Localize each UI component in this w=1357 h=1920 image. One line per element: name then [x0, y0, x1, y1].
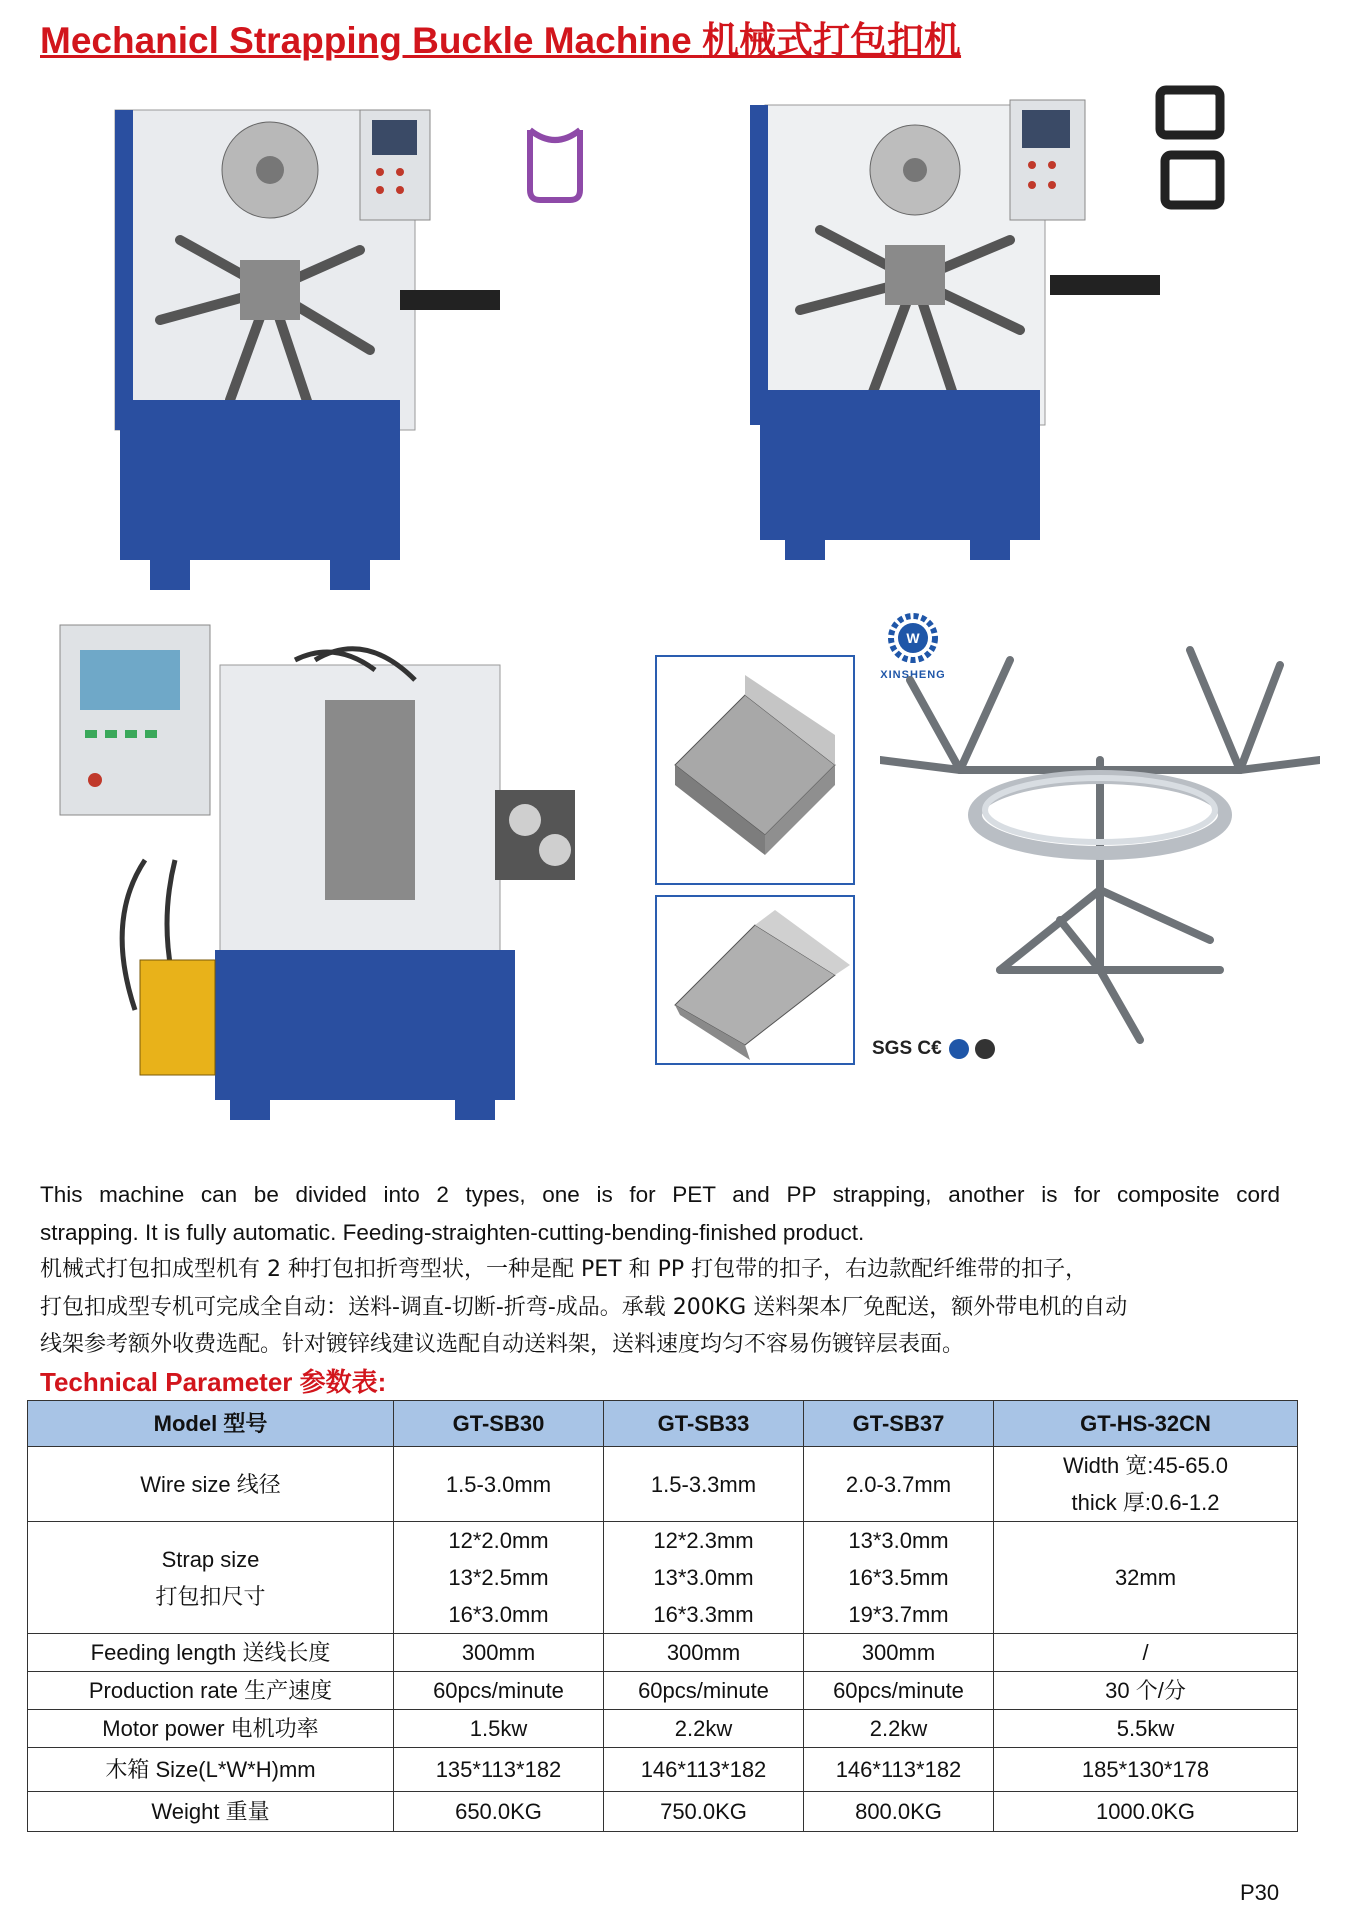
table-cell-text: Width 宽:45-65.0: [1062, 1453, 1229, 1478]
table-header-cell: Model 型号: [28, 1401, 394, 1447]
table-cell-text: 12*2.0mm: [448, 1528, 549, 1553]
description-en-line-1: This machine can be divided into 2 types, one is for PET and PP strapping, another is for composite cord: [40, 1182, 1280, 1207]
table-cell: [394, 1447, 604, 1522]
page-number: P30: [1240, 1880, 1280, 1905]
table-cell-text: 13*3.0mm: [653, 1565, 754, 1590]
table-cell: [994, 1634, 1298, 1672]
table-cell-text: 2.0-3.7mm: [845, 1471, 952, 1497]
technical-parameter-title: Technical Parameter 参数表:: [40, 1367, 387, 1397]
table-cell: [994, 1447, 1298, 1522]
description-cn-line-2: 打包扣成型专机可完成全自动：送料-调直-切断-折弯-成品。承载 200KG 送料架本厂免配送，额外带电机的自动: [40, 1294, 1128, 1320]
description-cn-line-3: 线架参考额外收费选配。针对镀锌线建议选配自动送料架，送料速度均匀不容易伤镀锌层表面。: [40, 1332, 965, 1357]
table-cell-text: 13*2.5mm: [448, 1565, 549, 1590]
row-label-text: Production rate 生产速度: [88, 1678, 333, 1703]
quality-badges-icon: [947, 1038, 999, 1060]
table-cell: [394, 1634, 604, 1672]
table-cell: [604, 1748, 804, 1792]
machine-photo-1: [110, 90, 610, 610]
table-header-cell: GT-SB30: [394, 1401, 604, 1447]
table-cell: [994, 1522, 1298, 1634]
buckle-sample-photo-2: [655, 895, 855, 1065]
table-header-cell: GT-SB33: [604, 1401, 804, 1447]
table-cell-text: 60pcs/minute: [638, 1678, 769, 1703]
row-label-text: Weight 重量: [151, 1799, 270, 1824]
table-row: [28, 1672, 1298, 1710]
table-cell-text: 16*3.3mm: [653, 1602, 754, 1627]
row-label-cell: [28, 1447, 394, 1522]
row-label-text: Motor power 电机功率: [102, 1716, 319, 1741]
table-cell-text: 185*130*178: [1081, 1757, 1210, 1782]
table-cell-text: 1000.0KG: [1095, 1799, 1196, 1824]
table-cell-text: 750.0KG: [660, 1799, 747, 1824]
description: [40, 1176, 1280, 1364]
table-cell: [394, 1792, 604, 1832]
table-cell-text: thick 厚:0.6-1.2: [1071, 1490, 1220, 1515]
row-label-text: Feeding length 送线长度: [90, 1640, 331, 1665]
row-label-text: Strap size: [161, 1546, 260, 1572]
table-header-cell: GT-HS-32CN: [994, 1401, 1298, 1447]
row-label-cell: [28, 1748, 394, 1792]
table-row: [28, 1748, 1298, 1792]
technical-parameter-table: [27, 1400, 1298, 1832]
svg-text:W: W: [906, 630, 920, 646]
table-cell: [604, 1522, 804, 1634]
wire-feeding-stand-photo: [880, 640, 1320, 1060]
title-english: Mechanicl Strapping Buckle Machine: [40, 20, 703, 61]
table-cell: [804, 1672, 994, 1710]
table-cell-text: 1.5kw: [469, 1716, 528, 1741]
table-cell: [994, 1672, 1298, 1710]
table-cell-text: 19*3.7mm: [848, 1602, 949, 1627]
table-cell: [804, 1522, 994, 1634]
row-label-text: Wire size 线径: [140, 1471, 281, 1497]
table-row: [28, 1447, 1298, 1522]
row-label-cell: [28, 1522, 394, 1634]
table-cell: [604, 1792, 804, 1832]
table-cell: [394, 1748, 604, 1792]
certification-marks: [872, 1038, 999, 1060]
row-label-cell: [28, 1672, 394, 1710]
table-cell: [604, 1710, 804, 1748]
table-cell-text: 650.0KG: [455, 1799, 542, 1824]
table-cell: [394, 1522, 604, 1634]
table-row: [28, 1522, 1298, 1634]
machine-photo-3: [55, 620, 645, 1140]
table-cell-text: 1.5-3.0mm: [445, 1471, 552, 1497]
table-cell: [394, 1672, 604, 1710]
table-cell-text: 300mm: [861, 1640, 936, 1665]
table-cell-text: 60pcs/minute: [433, 1678, 564, 1703]
table-cell-text: /: [1142, 1640, 1149, 1665]
table-cell: [804, 1710, 994, 1748]
description-en-line-2: strapping. It is fully automatic. Feeding-straighten-cutting-bending-finished product.: [40, 1219, 865, 1245]
table-cell-text: 300mm: [666, 1640, 741, 1665]
table-cell: [994, 1710, 1298, 1748]
table-cell: [804, 1792, 994, 1832]
row-label-cell: [28, 1792, 394, 1832]
table-cell: [994, 1792, 1298, 1832]
row-label-cell: [28, 1634, 394, 1672]
table-cell: [804, 1748, 994, 1792]
table-cell-text: 16*3.0mm: [448, 1602, 549, 1627]
row-label-text: 打包扣尺寸: [155, 1583, 266, 1609]
table-cell: [394, 1710, 604, 1748]
table-cell: [804, 1447, 994, 1522]
table-cell-text: 12*2.3mm: [653, 1528, 754, 1553]
table-cell-text: 2.2kw: [869, 1716, 928, 1741]
table-cell-text: 16*3.5mm: [848, 1565, 949, 1590]
table-cell-text: 60pcs/minute: [833, 1678, 964, 1703]
table-cell: [604, 1634, 804, 1672]
table-header-row: [28, 1401, 1298, 1447]
table-cell-text: 2.2kw: [674, 1716, 733, 1741]
table-cell: [994, 1748, 1298, 1792]
buckle-sample-photo-1: [655, 655, 855, 885]
description-cn-line-1: 机械式打包扣成型机有 2 种打包扣折弯型状，一种是配 PET 和 PP 打包带的扣子，右边款配纤维带的扣子，: [40, 1257, 1088, 1282]
table-cell-text: 135*113*182: [435, 1757, 562, 1782]
table-cell-text: 32mm: [1114, 1565, 1177, 1590]
row-label-cell: [28, 1710, 394, 1748]
table-cell-text: 30 个/分: [1105, 1678, 1186, 1703]
row-label-text: 木箱 Size(L*W*H)mm: [105, 1757, 316, 1782]
table-row: [28, 1634, 1298, 1672]
table-cell-text: 146*113*182: [640, 1757, 767, 1782]
brand-name: XINSHENG: [880, 669, 946, 681]
table-cell-text: 146*113*182: [835, 1757, 962, 1782]
title-chinese: 机械式打包扣机: [702, 19, 962, 62]
table-cell-text: 5.5kw: [1116, 1716, 1175, 1741]
table-row: [28, 1710, 1298, 1748]
table-cell: [804, 1634, 994, 1672]
certification-text: SGS C€: [872, 1038, 942, 1060]
machine-photo-2: [740, 80, 1260, 580]
table-cell-text: 13*3.0mm: [848, 1528, 949, 1553]
page-title: [40, 10, 961, 64]
table-cell: [604, 1447, 804, 1522]
table-header-cell: GT-SB37: [804, 1401, 994, 1447]
table-cell-text: 800.0KG: [855, 1799, 942, 1824]
table-cell: [604, 1672, 804, 1710]
table-row: [28, 1792, 1298, 1832]
table-cell-text: 300mm: [461, 1640, 536, 1665]
table-cell-text: 1.5-3.3mm: [650, 1471, 757, 1497]
